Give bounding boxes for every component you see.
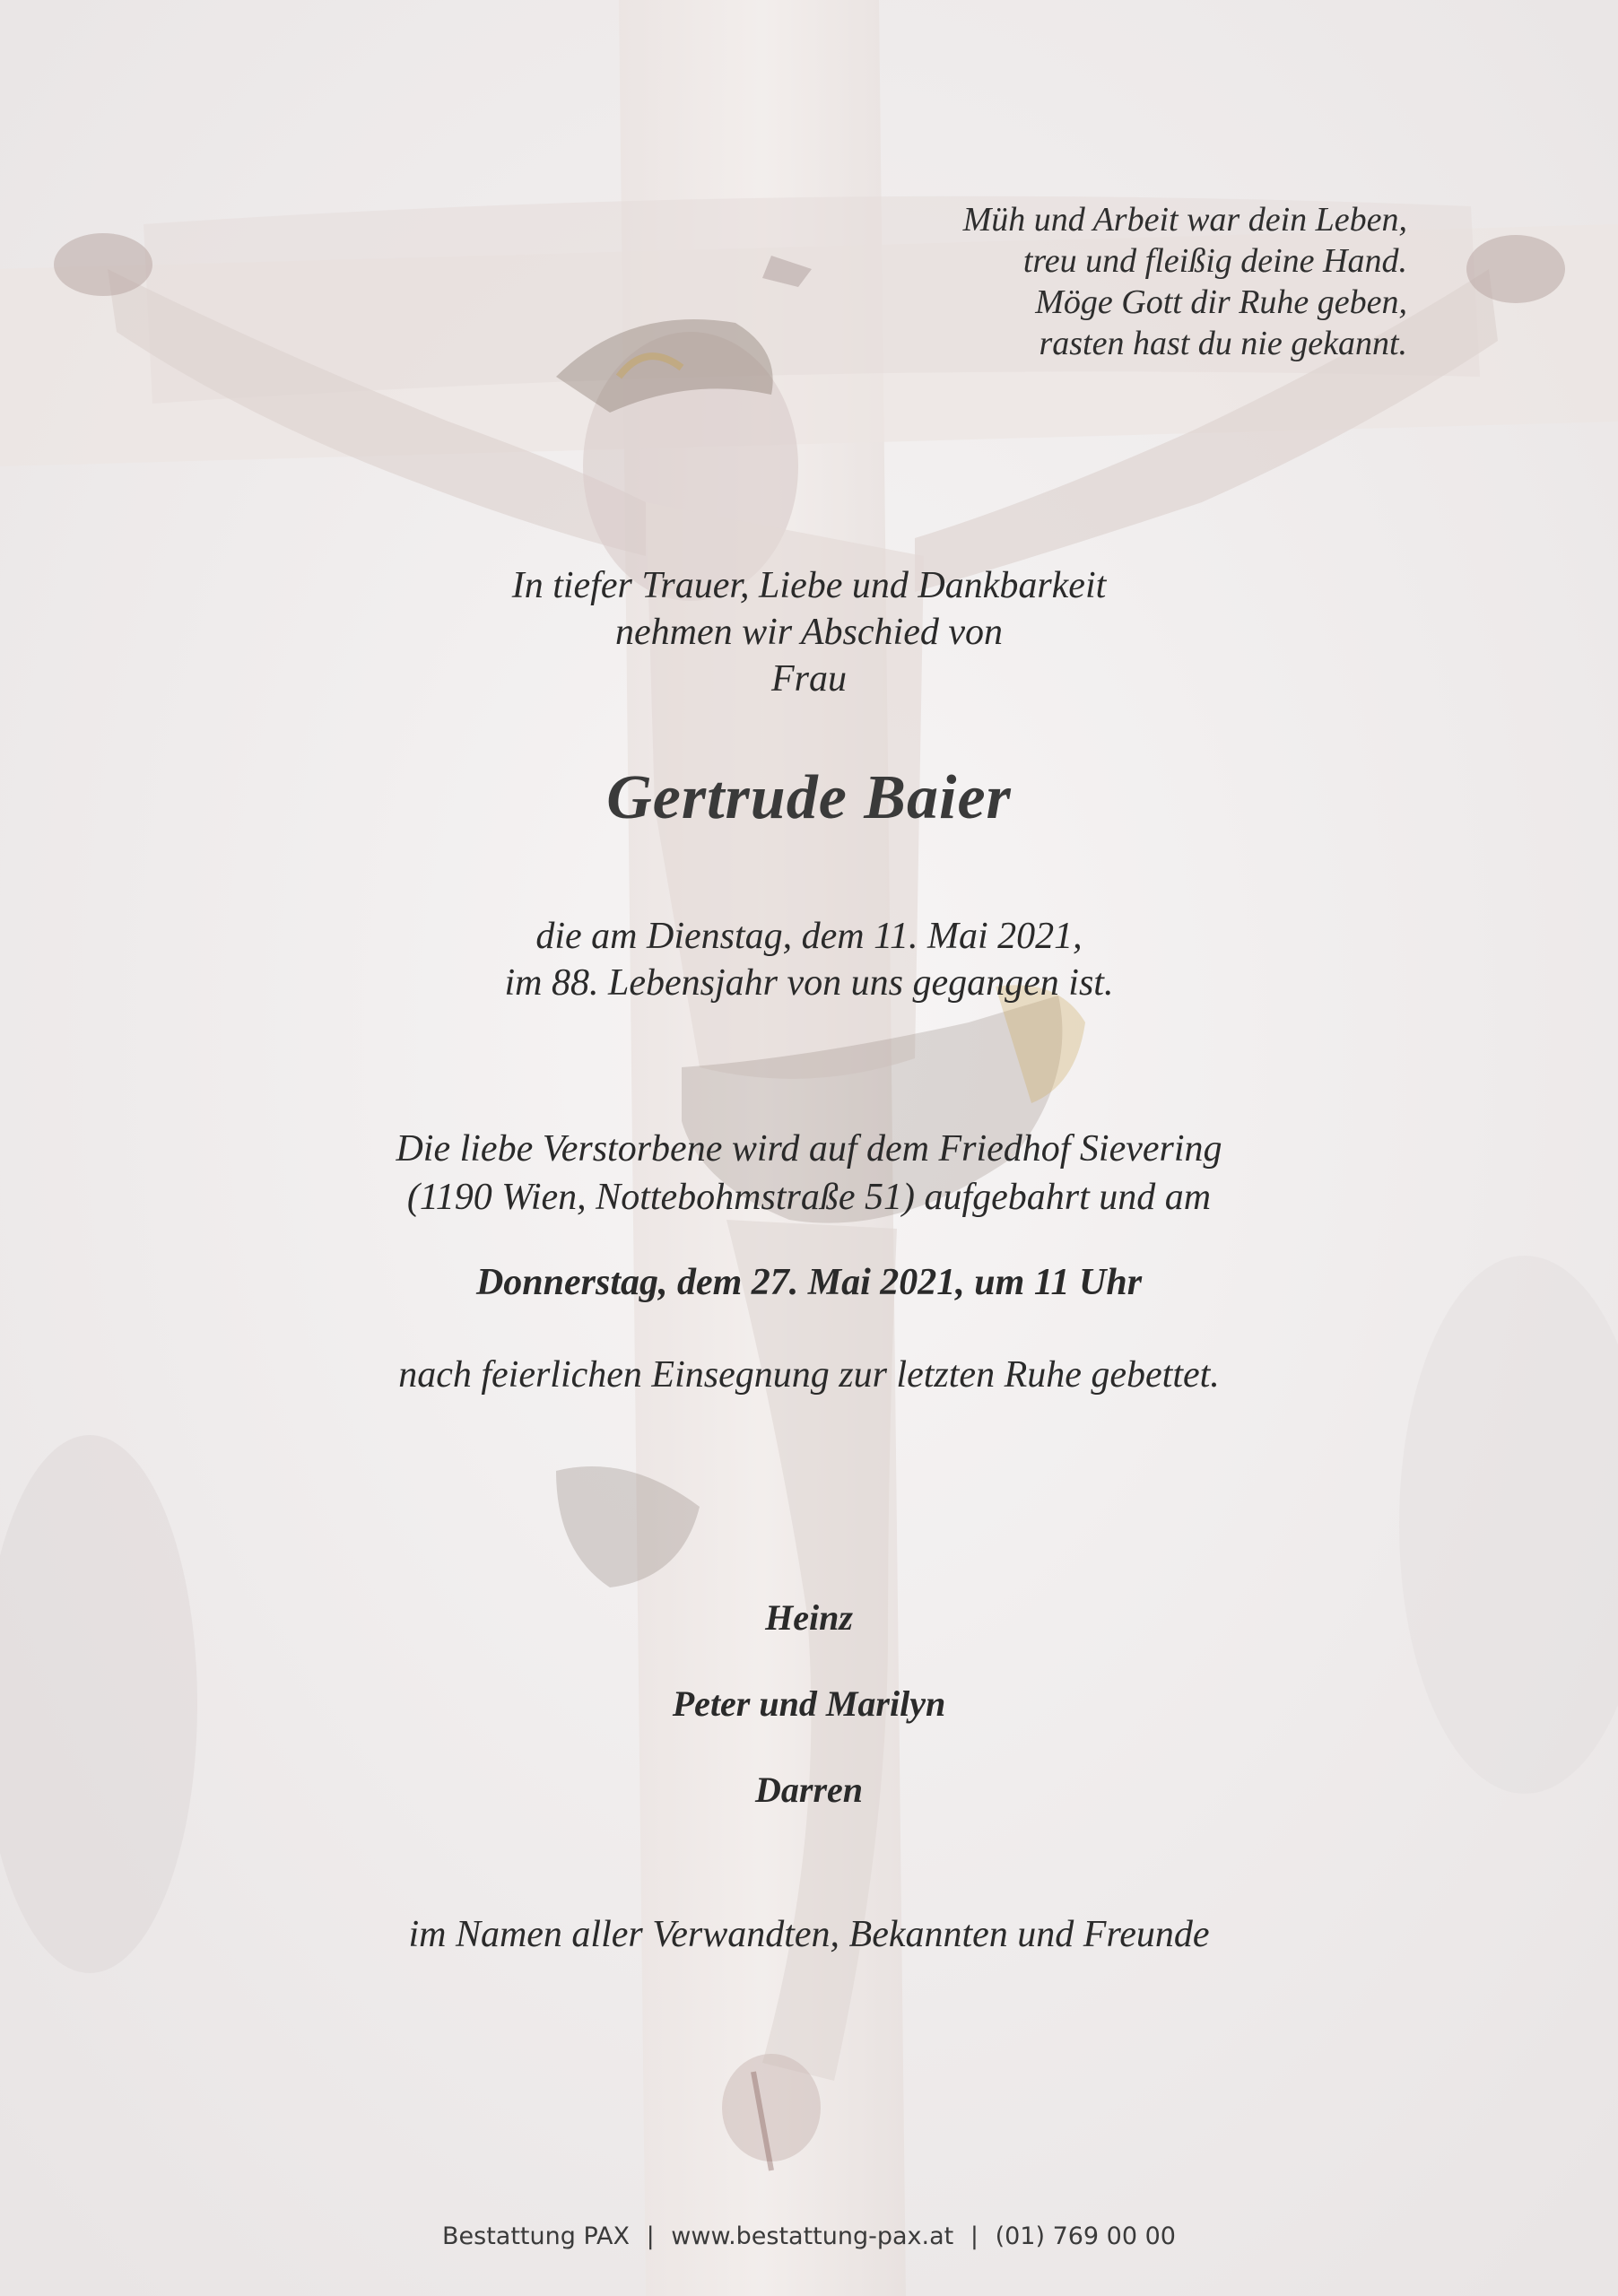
- mourners-list: [0, 1594, 1618, 1852]
- footer-website-link[interactable]: www.bestattung-pax.at: [671, 2222, 954, 2250]
- funeral-info: [0, 1125, 1618, 1222]
- death-line: im 88. Lebensjahr von uns gegangen ist.: [504, 962, 1114, 1004]
- poem-line: Möge Gott dir Ruhe geben,: [1035, 283, 1407, 321]
- poem-line: treu und fleißig deine Hand.: [1022, 242, 1407, 280]
- intro-line: nehmen wir Abschied von: [615, 612, 1003, 653]
- funeral-date: Donnerstag, dem 27. Mai 2021, um 11 Uhr: [475, 1262, 1143, 1303]
- footer-phone: (01) 769 00 00: [995, 2222, 1176, 2250]
- mourner-name: Heinz: [765, 1597, 853, 1638]
- funeral-info-line: Die liebe Verstorbene wird auf dem Friedhof Sievering: [396, 1128, 1222, 1170]
- closing-text: im Namen aller Verwandten, Bekannten und Freunde: [408, 1914, 1210, 1955]
- funeral-info-line: (1190 Wien, Nottebohmstraße 51) aufgebahrt und am: [406, 1177, 1212, 1218]
- poem-line: rasten hast du nie gekannt.: [1039, 325, 1407, 362]
- poem-line: Müh und Arbeit war dein Leben,: [962, 201, 1407, 239]
- death-notice: [0, 913, 1618, 1006]
- mourner-name: Darren: [754, 1770, 864, 1810]
- mourner-name: Peter und Marilyn: [672, 1683, 946, 1724]
- deceased-name: Gertrude Baier: [606, 763, 1012, 832]
- poem: [963, 199, 1407, 364]
- footer-company: Bestattung PAX: [442, 2222, 630, 2250]
- intro-text: [0, 562, 1618, 702]
- burial-text: nach feierlichen Einsegnung zur letzten Ruhe gebettet.: [398, 1354, 1220, 1396]
- death-line: die am Dienstag, dem 11. Mai 2021,: [535, 916, 1083, 957]
- footer-separator: |: [646, 2222, 655, 2250]
- footer-separator: |: [970, 2222, 979, 2250]
- intro-line: In tiefer Trauer, Liebe und Dankbarkeit: [511, 565, 1107, 606]
- intro-line: Frau: [771, 658, 847, 700]
- footer: [0, 2222, 1618, 2250]
